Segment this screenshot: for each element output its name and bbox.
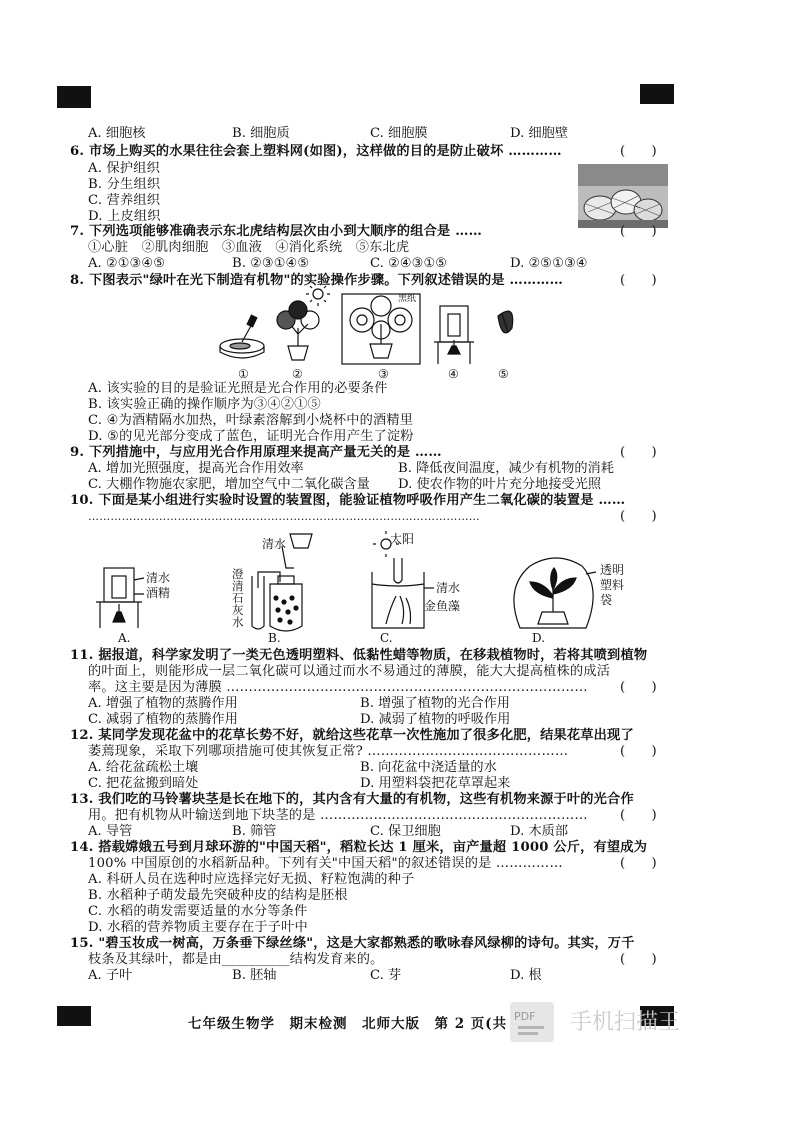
q14-option-d: D. 水稻的营养物质主要存在于子叶中 xyxy=(88,920,308,935)
q5-option-c: C. 细胞膜 xyxy=(370,126,428,141)
q12-option-a: A. 给花盆疏松土壤 xyxy=(88,760,199,775)
q8-stem: 8. 下图表示"绿叶在光下制造有机物"的实验操作步骤。下列叙述错误的是 ………… xyxy=(70,273,564,288)
q12-stem-line-1: 12. 某同学发现花盆中的花草长势不好，就给这些花草一次性施加了很多化肥，结果花草出现了 xyxy=(70,728,634,743)
q15-option-b: B. 胚轴 xyxy=(232,968,277,983)
q10-letter-d: D. xyxy=(532,631,546,645)
q10-answer-paren: ( ) xyxy=(620,509,657,524)
q13-stem-line-2: 用。把有机物从叶输送到地下块茎的是 …………………………………………………… xyxy=(88,808,588,823)
q13-stem-line-1: 13. 我们吃的马铃薯块茎是长在地下的，其内含有大量的有机物，这些有机物来源于叶的光合作 xyxy=(70,792,634,807)
q10-stem: 10. 下面是某小组进行实验时设置的装置图，能验证植物呼吸作用产生二氧化碳的装置是 …… xyxy=(70,493,626,508)
q9-answer-paren: ( ) xyxy=(620,445,657,460)
q10-label-d-transparent: 透明 xyxy=(600,563,625,577)
q14-stem-line-2: 100% 中国原创的水稻新品种。下列有关"中国天稻"的叙述错误的是 …………… xyxy=(88,856,563,871)
q8-fig-num-5: ⑤ xyxy=(498,367,509,381)
q10-letter-a: A. xyxy=(118,631,131,645)
scanner-watermark-text: 手机扫描王 xyxy=(570,1010,681,1035)
q14-stem-line-1: 14. 搭载嫦娥五号到月球环游的"中国天稻"，稻粒长达 1 厘米，亩产量超 1000 公斤，有望成为 xyxy=(70,840,648,855)
q10-label-c-sun: 太阳 xyxy=(390,532,415,546)
q7-option-c: C. ②④③①⑤ xyxy=(370,256,448,271)
q6-option-d: D. 上皮组织 xyxy=(88,209,161,224)
q7-answer-paren: ( ) xyxy=(620,224,657,239)
q10-label-b-water: 清水 xyxy=(262,537,287,551)
q11-stem-line-2: 的叶面上，则能形成一层二氧化碳可以通过而水不易通过的薄膜，能大大提高植株的成活 xyxy=(88,664,611,679)
q13-answer-paren: ( ) xyxy=(620,808,657,823)
q8-option-c: C. ④为酒精隔水加热，叶绿素溶解到小烧杯中的酒精里 xyxy=(88,413,414,428)
q10-label-c-algae: 金鱼藻 xyxy=(424,599,461,613)
q7-option-b: B. ②③①④⑤ xyxy=(232,256,310,271)
q14-option-c: C. 水稻的萌发需要适量的水分等条件 xyxy=(88,904,308,919)
q10-label-d-bag: 袋 xyxy=(600,593,613,607)
q10-label-b-limewater: 澄清石灰水 xyxy=(232,567,244,629)
q6-option-a: A. 保护组织 xyxy=(88,161,161,176)
q8-fig-num-3: ③ xyxy=(378,367,389,381)
q8-fig-num-2: ② xyxy=(292,367,303,381)
q11-option-d: D. 减弱了植物的呼吸作用 xyxy=(360,712,511,727)
q13-option-b: B. 筛管 xyxy=(232,824,277,839)
q6-option-b: B. 分生组织 xyxy=(88,177,161,192)
q12-option-d: D. 用塑料袋把花草罩起来 xyxy=(360,776,511,791)
q12-answer-paren: ( ) xyxy=(620,744,657,759)
registration-mark-top-right xyxy=(640,84,674,104)
q14-option-a: A. 科研人员在选种时应选择完好无损、籽粒饱满的种子 xyxy=(88,872,415,887)
q8-answer-paren: ( ) xyxy=(620,273,657,288)
q8-fig-num-4: ④ xyxy=(448,367,459,381)
q11-stem-line-3: 率。这主要是因为薄膜 ……………………………………………………………………… xyxy=(88,680,588,695)
q15-option-d: D. 根 xyxy=(510,968,542,983)
q8-option-a: A. 该实验的目的是验证光照是光合作用的必要条件 xyxy=(88,381,388,396)
q7-option-d: D. ②⑤①③④ xyxy=(510,256,588,271)
q10-label-c-water: 清水 xyxy=(436,581,461,595)
q5-option-d: D. 细胞壁 xyxy=(510,126,569,141)
q11-stem-line-1: 11. 据报道，科学家发明了一类无色透明塑料、低黏性蜡等物质，在移栽植物时，若将其喷到植物 xyxy=(70,648,648,663)
q15-stem-line-2: 枝条及其绿叶，都是由__________结构发育来的。 xyxy=(88,952,384,967)
q5-option-a: A. 细胞核 xyxy=(88,126,146,141)
q7-items: ①心脏 ②肌肉细胞 ③血液 ④消化系统 ⑤东北虎 xyxy=(88,240,410,255)
q9-option-a: A. 增加光照强度，提高光合作用效率 xyxy=(88,461,304,476)
q11-option-b: B. 增强了植物的光合作用 xyxy=(360,696,510,711)
q15-option-c: C. 芽 xyxy=(370,968,402,983)
q10-label-a-water: 清水 xyxy=(146,571,171,585)
q5-option-b: B. 细胞质 xyxy=(232,126,290,141)
page-footer: 七年级生物学 期末检测 北师大版 第 2 页(共 xyxy=(188,1016,508,1032)
q10-label-a-alcohol: 酒精 xyxy=(146,586,171,600)
q8-experiment-figure xyxy=(212,284,532,380)
q12-stem-line-2: 萎蔫现象，采取下列哪项措施可使其恢复正常? ……………………………………… xyxy=(88,744,569,759)
q10-label-d-plastic: 塑料 xyxy=(600,578,625,592)
q11-option-a: A. 增强了植物的蒸腾作用 xyxy=(88,696,238,711)
black-paper-label: 黑纸 xyxy=(398,294,417,304)
q13-option-d: D. 木质部 xyxy=(510,824,569,839)
q15-option-a: A. 子叶 xyxy=(88,968,133,983)
watermark-pdf-badge: PDF xyxy=(514,1010,536,1023)
q6-answer-paren: ( ) xyxy=(620,144,657,159)
q9-option-d: D. 使农作物的叶片充分地接受光照 xyxy=(398,477,602,492)
q12-option-b: B. 向花盆中浇适量的水 xyxy=(360,760,497,775)
fruit-net-photo xyxy=(578,164,668,228)
q14-answer-paren: ( ) xyxy=(620,856,657,871)
q13-option-c: C. 保卫细胞 xyxy=(370,824,441,839)
q8-option-b: B. 该实验正确的操作顺序为③④②①⑤ xyxy=(88,397,321,412)
q10-apparatus-figure xyxy=(90,528,650,636)
q13-option-a: A. 导管 xyxy=(88,824,133,839)
registration-mark-top-left xyxy=(57,86,91,108)
q11-answer-paren: ( ) xyxy=(620,680,657,695)
q9-option-c: C. 大棚作物施农家肥，增加空气中二氧化碳含量 xyxy=(88,477,370,492)
registration-mark-bottom-left xyxy=(57,1006,91,1026)
q10-dots: …………………………………………………………………………………………… xyxy=(88,510,480,523)
q10-letter-b: B. xyxy=(268,631,281,645)
q7-stem: 7. 下列选项能够准确表示东北虎结构层次由小到大顺序的组合是 …… xyxy=(70,224,482,239)
q12-option-c: C. 把花盆搬到暗处 xyxy=(88,776,199,791)
q15-answer-paren: ( ) xyxy=(620,952,657,967)
q8-option-d: D. ⑤的见光部分变成了蓝色，证明光合作用产生了淀粉 xyxy=(88,429,414,444)
q8-fig-num-1: ① xyxy=(238,367,249,381)
q7-option-a: A. ②①③④⑤ xyxy=(88,256,166,271)
q10-letter-c: C. xyxy=(380,631,393,645)
q9-option-b: B. 降低夜间温度，减少有机物的消耗 xyxy=(398,461,614,476)
q14-option-b: B. 水稻种子萌发最先突破种皮的结构是胚根 xyxy=(88,888,348,903)
q6-stem: 6. 市场上购买的水果往往会套上塑料网(如图)，这样做的目的是防止破坏 ………… xyxy=(70,144,562,159)
q9-stem: 9. 下列措施中，与应用光合作用原理来提高产量无关的是 …… xyxy=(70,445,442,460)
q11-option-c: C. 减弱了植物的蒸腾作用 xyxy=(88,712,238,727)
q6-option-c: C. 营养组织 xyxy=(88,193,161,208)
q15-stem-line-1: 15. "碧玉妆成一树高，万条垂下绿丝绦"，这是大家都熟悉的歌咏春风绿柳的诗句。其实，万千 xyxy=(70,936,635,951)
